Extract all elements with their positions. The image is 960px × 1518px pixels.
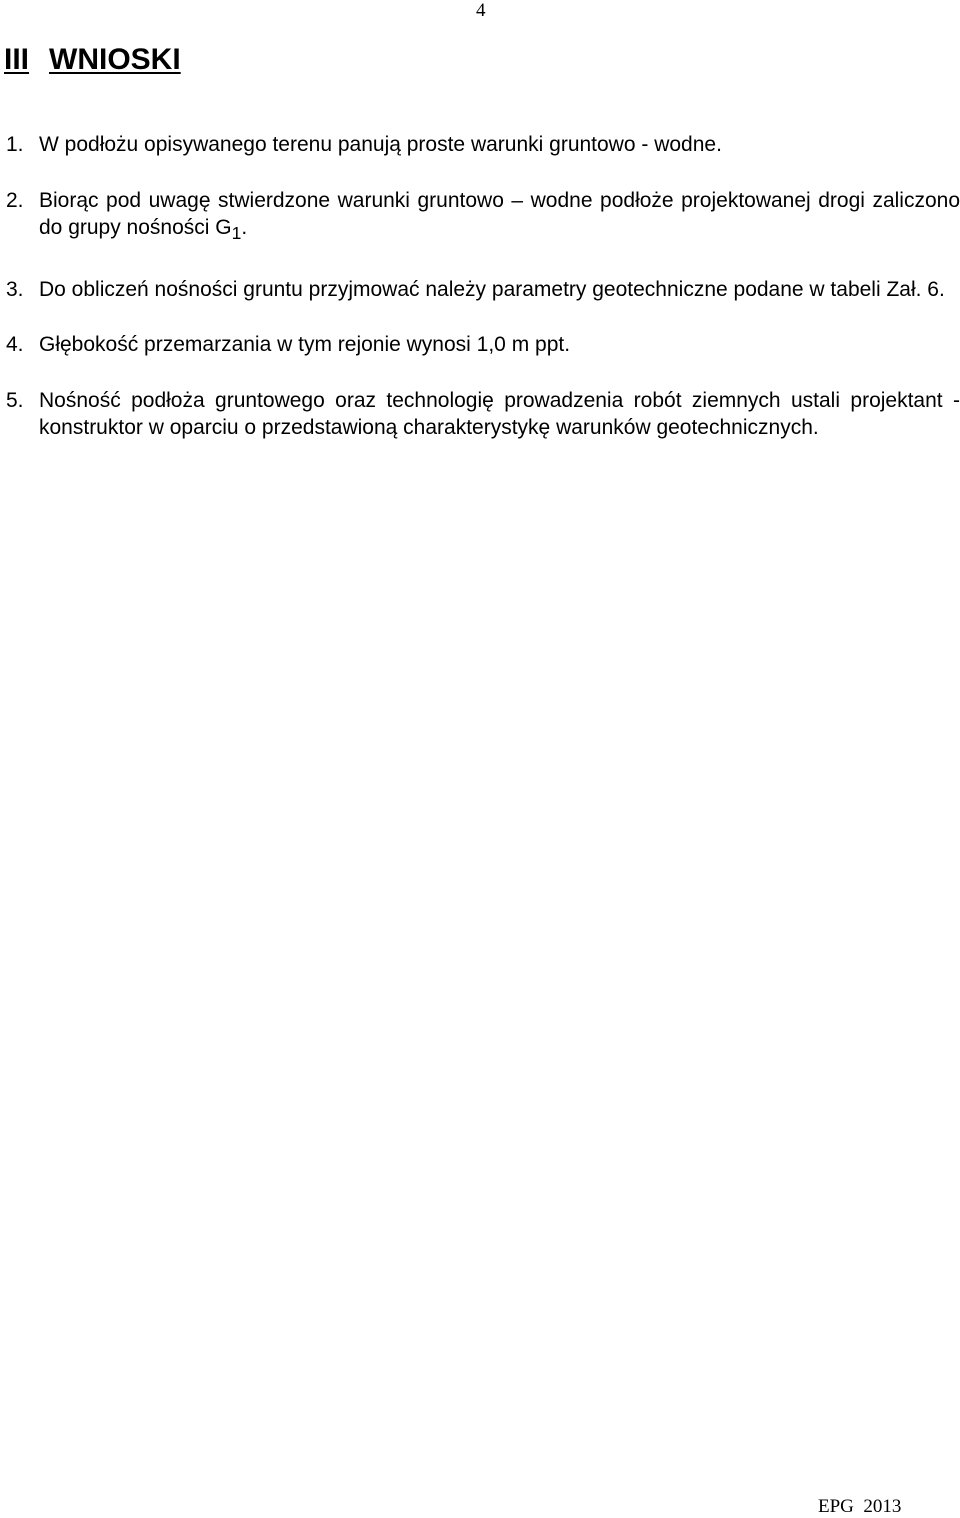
conclusions-list [0,131,960,442]
conclusion-text-main: Biorąc pod uwagę stwierdzone warunki gruntowo – wodne podłoże projektowanej drogi zaliczono do grupy nośności G [39,188,960,239]
conclusion-item-4 [0,331,960,359]
conclusion-number: 5. [6,388,24,412]
conclusion-item-1 [0,131,960,159]
conclusion-item-5 [0,387,960,442]
conclusion-number: 3. [6,277,24,301]
conclusion-item-3 [0,276,960,304]
section-roman-numeral: III [4,43,30,76]
conclusion-number: 2. [6,188,24,212]
conclusion-text: Głębokość przemarzania w tym rejonie wynosi 1,0 m ppt. [39,333,571,357]
bearing-group-subscript: 1 [231,223,242,244]
conclusion-text [39,187,960,248]
section-heading-text: WNIOSKI [49,43,181,76]
conclusion-text-end: . [241,216,248,239]
page-footer: EPG 2013 [818,1496,902,1517]
section-title [4,42,181,78]
conclusion-text: Do obliczeń nośności gruntu przyjmować należy parametry geotechniczne podane w tabeli Zał. 6. [39,277,945,301]
conclusion-item-2 [0,187,960,248]
conclusion-text: Nośność podłoża gruntowego oraz technologię prowadzenia robót ziemnych ustali projektant - konstruktor w oparciu o przedstawioną charakterystykę warunków geotechnicznych. [39,388,960,440]
conclusion-number: 4. [6,333,24,357]
conclusion-text: W podłożu opisywanego terenu panują proste warunki gruntowo - wodne. [39,133,722,156]
conclusion-number: 1. [6,133,24,156]
page-number: 4 [476,0,486,21]
